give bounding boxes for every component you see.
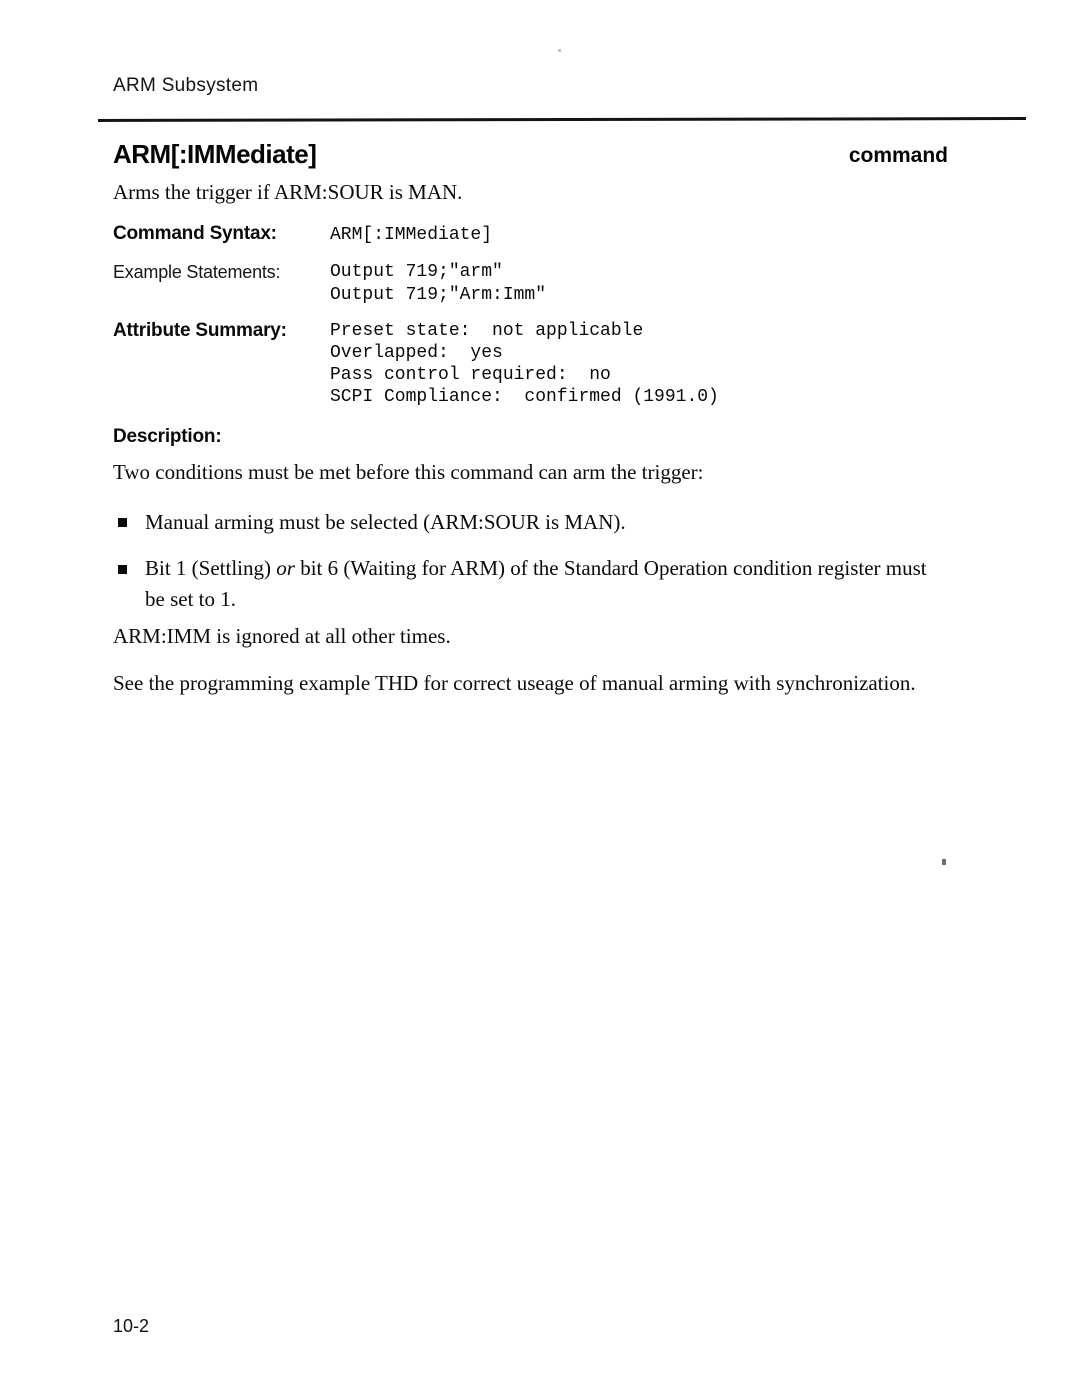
running-header-section-title: ARM Subsystem: [113, 75, 259, 96]
bullet-text-post: bit 6 (Waiting for ARM) of the Standard Operation condition register must be set to 1.: [145, 556, 927, 611]
description-intro: Two conditions must be met before this command can arm the trigger:: [113, 460, 704, 484]
attribute-line-scpi-compliance: SCPI Compliance: confirmed (1991.0): [330, 387, 719, 407]
scan-artifact-dot: [558, 49, 561, 52]
example-statement-line: Output 719;"Arm:Imm": [330, 285, 547, 305]
attribute-summary-label: Attribute Summary:: [113, 320, 287, 341]
command-syntax-value: ARM[:IMMediate]: [330, 225, 493, 245]
bullet-square-icon: [118, 565, 127, 574]
description-see-also: See the programming example THD for correct useage of manual arming with synchronization.: [113, 671, 916, 695]
page-number: 10-2: [113, 1316, 150, 1336]
header-rule: [98, 117, 1026, 122]
command-summary: Arms the trigger if ARM:SOUR is MAN.: [113, 180, 463, 204]
command-type-label: command: [848, 144, 948, 167]
command-title: ARM[:IMMediate]: [113, 139, 317, 169]
bullet-item-status-bits: [145, 553, 947, 615]
bullet-text-italic-or: or: [276, 556, 295, 580]
example-statement-line: Output 719;"arm": [330, 262, 503, 282]
description-note: ARM:IMM is ignored at all other times.: [113, 624, 451, 648]
example-statements-label: Example Statements:: [113, 262, 281, 282]
attribute-line-overlapped: Overlapped: yes: [330, 343, 503, 363]
description-label: Description:: [113, 426, 222, 447]
attribute-line-preset-state: Preset state: not applicable: [330, 321, 644, 341]
bullet-item-manual-arming: [145, 507, 947, 538]
command-syntax-label: Command Syntax:: [113, 223, 277, 244]
bullet-text: Manual arming must be selected (ARM:SOUR is MAN).: [145, 510, 626, 534]
bullet-text-pre: Bit 1 (Settling): [145, 556, 277, 580]
scan-artifact-dot: [942, 859, 946, 865]
attribute-line-pass-control: Pass control required: no: [330, 365, 611, 385]
bullet-square-icon: [118, 518, 127, 527]
